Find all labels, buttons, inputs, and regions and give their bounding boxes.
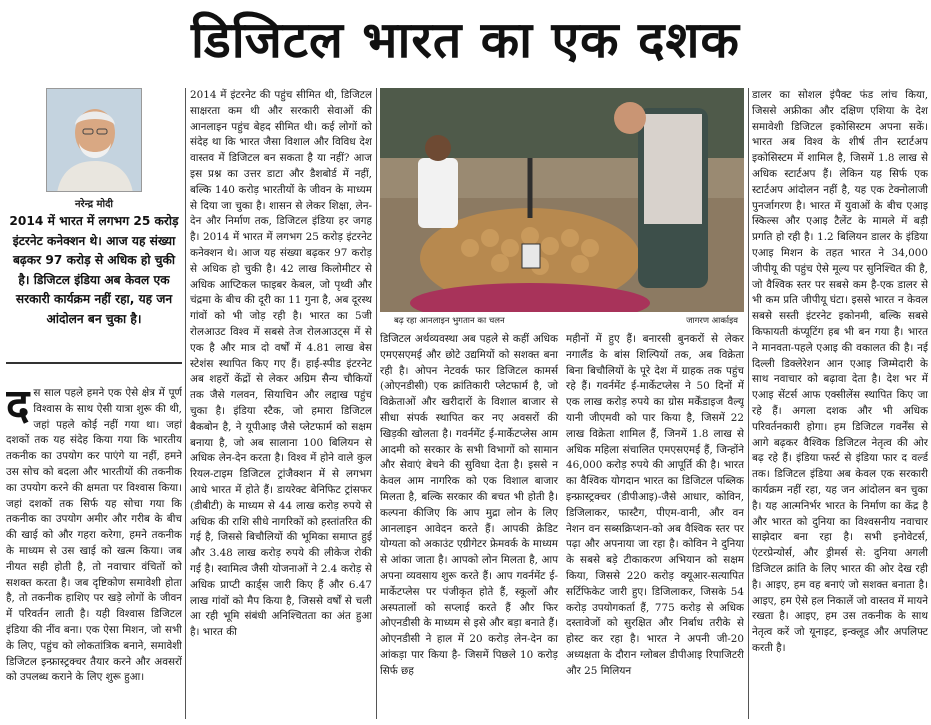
- column-divider: [185, 88, 186, 719]
- pull-quote: 2014 में भारत में लगभग 25 करोड़ इंटरनेट कनेक्शन थे। आज यह संख्या बढ़कर 97 करोड़ से अधिक हो चुकी है। डिजिटल इंडिया अब केवल एक सरकारी कार्यक्रम नहीं रहा, यह जन आंदोलन बन चुका है।: [9, 214, 179, 326]
- author-photo: [46, 88, 142, 192]
- article-body-col3a: [380, 332, 558, 680]
- photo-caption-text: बढ़ रहा आनलाइन भुगतान का चलन: [394, 316, 505, 326]
- body-text: महीनों में हुए हैं। बनारसी बुनकरों से लेकर नगालैंड के बांस शिल्पियों तक, अब विक्रेता बिना बिचौलियों के पूरे देश में ग्राहक तक पहुंच रहे हैं। गवर्नमेंट ई-मार्केटप्लेस ने 50 दिनों में एक लाख करोड़ रुपये का ग्रोस मर्केंडाइज वैल्यू यानी जीएमवी को पार किया है, जिसमें 22 लाख विक्रेता शामिल हैं, जिनमें 1.8 लाख से अधिक महिला संचालित एमएसएमई हैं, जिन्होंने 46,000 करोड़ रुपये की आपूर्ति की है। भारत का वैश्विक योगदान भारत का डिजिटल पब्लिक इन्फ्रास्ट्रक्चर (डीपीआइ)-जैसे आधार, कोविन, डिजिलाकर, फास्टैग, पीएम-वानी, और वन नेशन वन सब्सक्रिप्शन-को अब वैश्विक स्तर पर पढ़ा और अपनाया जा रहा है। कोविन ने दुनिया के सबसे बड़े टीकाकरण अभियान को सक्षम किया, जिससे 220 करोड़ क्यूआर-सत्यापित सर्टिफिकेट जारी हुए। डिजिलाकर, जिसके 54 करोड़ उपयोगकर्ता हैं, 775 करोड़ से अधिक दस्तावेजों को सुरक्षित और निर्बाध तरीके से होस्ट कर रहा है। भारत ने अपनी जी-20 अध्यक्षता के दौरान ग्लोबल डीपीआइ रिपाजिटरी और 25 मिलियन: [566, 333, 744, 677]
- body-text: डालर का सोशल इंपैक्ट फंड लांच किया, जिससे अफ्रीका और दक्षिण एशिया के देश समावेशी डिजिटल इकोसिस्टम अपना सकें। भारत अब विश्व के शीर्ष तीन स्टार्टअप इकोसिस्टम में शामिल है, जिसमें 1.8 लाख से अधिक स्टार्टअप हैं। लेकिन यह सिर्फ एक स्टार्टअप आंदोलन नहीं है, यह एक टेक्नोलाजी पुनर्जागरण है। भारत में युवाओं के बीच एआइ स्किल्स और एआइ टैलेंट के मामले में बड़ी प्रगति हो रही है। 1.2 बिलियन डालर के इंडिया एआइ मिशन के तहत भारत ने 34,000 जीपीयू की पहुंच ऐसे मूल्य पर सुनिश्चित की है, जो वैश्विक स्तर पर सबसे कम है-एक डालर से भी कम प्रति जीपीयू घंटा। इससे भारत न केवल सबसे सस्ती इंटरनेट इकोनमी, बल्कि सबसे किफायती कंप्यूटिंग हब भी बन गया है। भारत ने मानवता-पहले एआइ की वकालत की है। नई दिल्ली डिक्लेरेशन आन एआइ जिम्मेदारी के साथ नवाचार को बढ़ावा देता है। देश भर में एआइ सेंटर्स आफ एक्सीलेंस स्थापित किए जा रहे हैं। अगला दशक और भी अधिक परिवर्तनकारी होगा। हम डिजिटल गवर्नेंस से आगे बढ़कर वैश्विक डिजिटल नेतृत्व की ओर बढ़ रहे हैं। इंडिया फर्स्ट से इंडिया फार द वर्ल्ड तक। डिजिटल इंडिया अब केवल एक सरकारी कार्यक्रम नहीं रहा, यह जन आंदोलन बन चुका है। यह आत्मनिर्भर भारत के निर्माण का केंद्र है और भारत को दुनिया का विश्वसनीय नवाचार साझेदार बना रहा है। सभी इनोवेटर्स, एंटरप्रेन्योर्स, और ड्रीमर्स से: दुनिया अगली डिजिटल क्रांति के लिए भारत की ओर देख रही है। आइए, हम वह बनाएं जो सशक्त बनाता है। आइए, हम ऐसे हल निकालें जो वास्तव में मायने रखता है। आइए, हम उस तकनीक के साथ नेतृत्व करें जो यूनाइट, इन्क्लूड और अपलिफ्ट करती है।: [752, 89, 928, 654]
- article-body-col4: [752, 88, 928, 721]
- author-name: नरेन्द्र मोदी: [75, 199, 113, 210]
- drop-cap: द: [6, 380, 30, 431]
- section-divider: [6, 362, 182, 364]
- body-text: डिजिटल अर्थव्यवस्था अब पहले से कहीं अधिक एमएसएमई और छोटे उद्यमियों को सशक्त बना रही है। ओपन नेटवर्क फार डिजिटल कामर्स (ओएनडीसी) एक क्रांतिकारी प्लेटफार्म है, जो विक्रेताओं और खरीदारों के विशाल बाजार से सीधा संपर्क स्थापित कर नए अवसरों की खिड़की खोलता है। गवर्नमेंट ई-मार्केटप्लेस आम आदमी को सरकार के सभी विभागों को सामान और सेवाएं बेचने की सुविधा देता है। इससे न केवल आम नागरिक को एक विशाल बाजार मिलता है, बल्कि सरकार की बचत भी होती है। कल्पना कीजिए कि आप मुद्रा लोन के लिए आनलाइन आवेदन करते हैं। आपकी क्रेडिट योग्यता को अकाउंट एग्रीगेटर फ्रेमवर्क के माध्यम से आंका जाता है। आपको लोन मिलता है, आप अपना व्यवसाय शुरू करते हैं। आप गवर्नमेंट ई-मार्केटप्लेस पर पंजीकृत होते हैं, स्कूलों और अस्पतालों को सप्लाई करते हैं और फिर ओएनडीसी के माध्यम से इसे और बड़ा बनाते हैं। ओएनडीसी ने हाल में 20 करोड़ लेन-देन का आंकड़ा पार किया है- जिसमें पिछले 10 करोड़ सिर्फ छह: [380, 333, 558, 677]
- article-body-col2: [190, 88, 372, 721]
- market-photo: [380, 88, 744, 312]
- article-body-col3b: [566, 332, 744, 680]
- column-divider: [748, 88, 749, 719]
- column-photo: [380, 88, 744, 721]
- body-text: स साल पहले हमने एक ऐसे क्षेत्र में पूर्ण विश्वास के साथ ऐसी यात्रा शुरू की थी, जहां पहले कोई नहीं गया था। जहां दशकों तक यह संदेह किया गया कि भारतीय तकनीक का उपयोग कर पाएंगे या नहीं, हमने उस सोच को बदला और भारतीयों की तकनीक का उपयोग करने की क्षमता पर विश्वास किया। जहां दशकों तक सिर्फ यह सोचा गया कि तकनीक का उपयोग अमीर और गरीब के बीच की खाई को और गहरा करेगा, हमने तकनीक के माध्यम से उस खाई को खत्म किया। जब नीयत सही होती है, तो नवाचार वंचितों को सशक्त करता है। जब दृष्टिकोण समावेशी होता है, तो तकनीक हाशिए पर खड़े लोगों के जीवन में परिवर्तन लाती है। यही विश्वास डिजिटल इंडिया की नींव बना। एक ऐसा मिशन, जो सभी के लिए, पहुंच को लोकतांत्रिक बनाने, समावेशी डिजिटल इन्फ्रास्ट्रक्चर तैयार करने और अवसरों को उपलब्ध कराने के लिए शुरू हुआ।: [6, 387, 182, 684]
- photo-caption: [380, 314, 744, 328]
- photo-credit: जागरण आर्काइव: [686, 316, 738, 326]
- column-divider: [376, 88, 377, 719]
- headline: डिजिटल भारत का एक दशक: [191, 11, 740, 69]
- article-body-col1: [6, 380, 182, 686]
- column-author: [6, 88, 182, 721]
- body-text: 2014 में इंटरनेट की पहुंच सीमित थी, डिजिटल साक्षरता कम थी और सरकारी सेवाओं की आनलाइन पहुंच बेहद सीमित थी। कई लोगों को संदेह था कि भारत जैसा विशाल और विविध देश वास्तव में डिजिटल बन सकता है या नहीं? आज इस प्रश्न का उत्तर डाटा और डैशबोर्ड में नहीं, बल्कि 140 करोड़ भारतीयों के जीवन के माध्यम से दिया जा चुका है। शासन से लेकर शिक्षा, लेन-देन और निर्माण तक, डिजिटल इंडिया हर जगह है। 2014 में भारत में लगभग 25 करोड़ इंटरनेट कनेक्शन थे। आज यह संख्या बढ़कर 97 करोड़ से अधिक हो चुकी है। 42 लाख किलोमीटर से अधिक आप्टिकल फाइबर केबल, जो पृथ्वी और चंद्रमा के बीच की दूरी का 11 गुना है, अब दूरस्थ गांवों को भी जोड़ रही है। भारत का 5जी रोलआउट विश्व में सबसे तेज रोलआउट्स में से एक है और मात्र दो वर्षों में 4.81 लाख बेस स्टेशंस स्थापित किए गए हैं। हाई-स्पीड इंटरनेट अब शहरों केंद्रों से लेकर अग्रिम सैन्य चौकियों तक जैसे गलवन, सियाचिन और लद्दाख पहुंच चुका है। इंडिया स्टैक, जो हमारा डिजिटल बैकबोन है, ने यूपीआइ जैसे प्लेटफार्म को सक्षम बनाया है, जो अब सालाना 100 बिलियन से अधिक लेन-देन करता है। विश्व में होने वाले कुल रियल-टाइम डिजिटल ट्रांजैक्शन में से लगभग आधे भारत में होते हैं। डायरेक्ट बेनिफिट ट्रांसफर (डीबीटी) के माध्यम से 44 लाख करोड़ रुपये से अधिक की राशि सीधे नागरिकों को हस्तांतरित की गई है, जिससे बिचौलियों की भूमिका समाप्त हुई और 3.48 लाख करोड़ रुपये की लीकेज रोकी गई है। स्वामित्व जैसी योजनाओं ने 2.4 करोड़ से अधिक प्राप्टी कार्ड्स जारी किए हैं और 6.47 लाख गांवों को मैप किया है, जिससे वर्षों से चली आ रही भूमि संबंधी अनिश्चितता का अंत हुआ है। भारत की: [190, 89, 372, 639]
